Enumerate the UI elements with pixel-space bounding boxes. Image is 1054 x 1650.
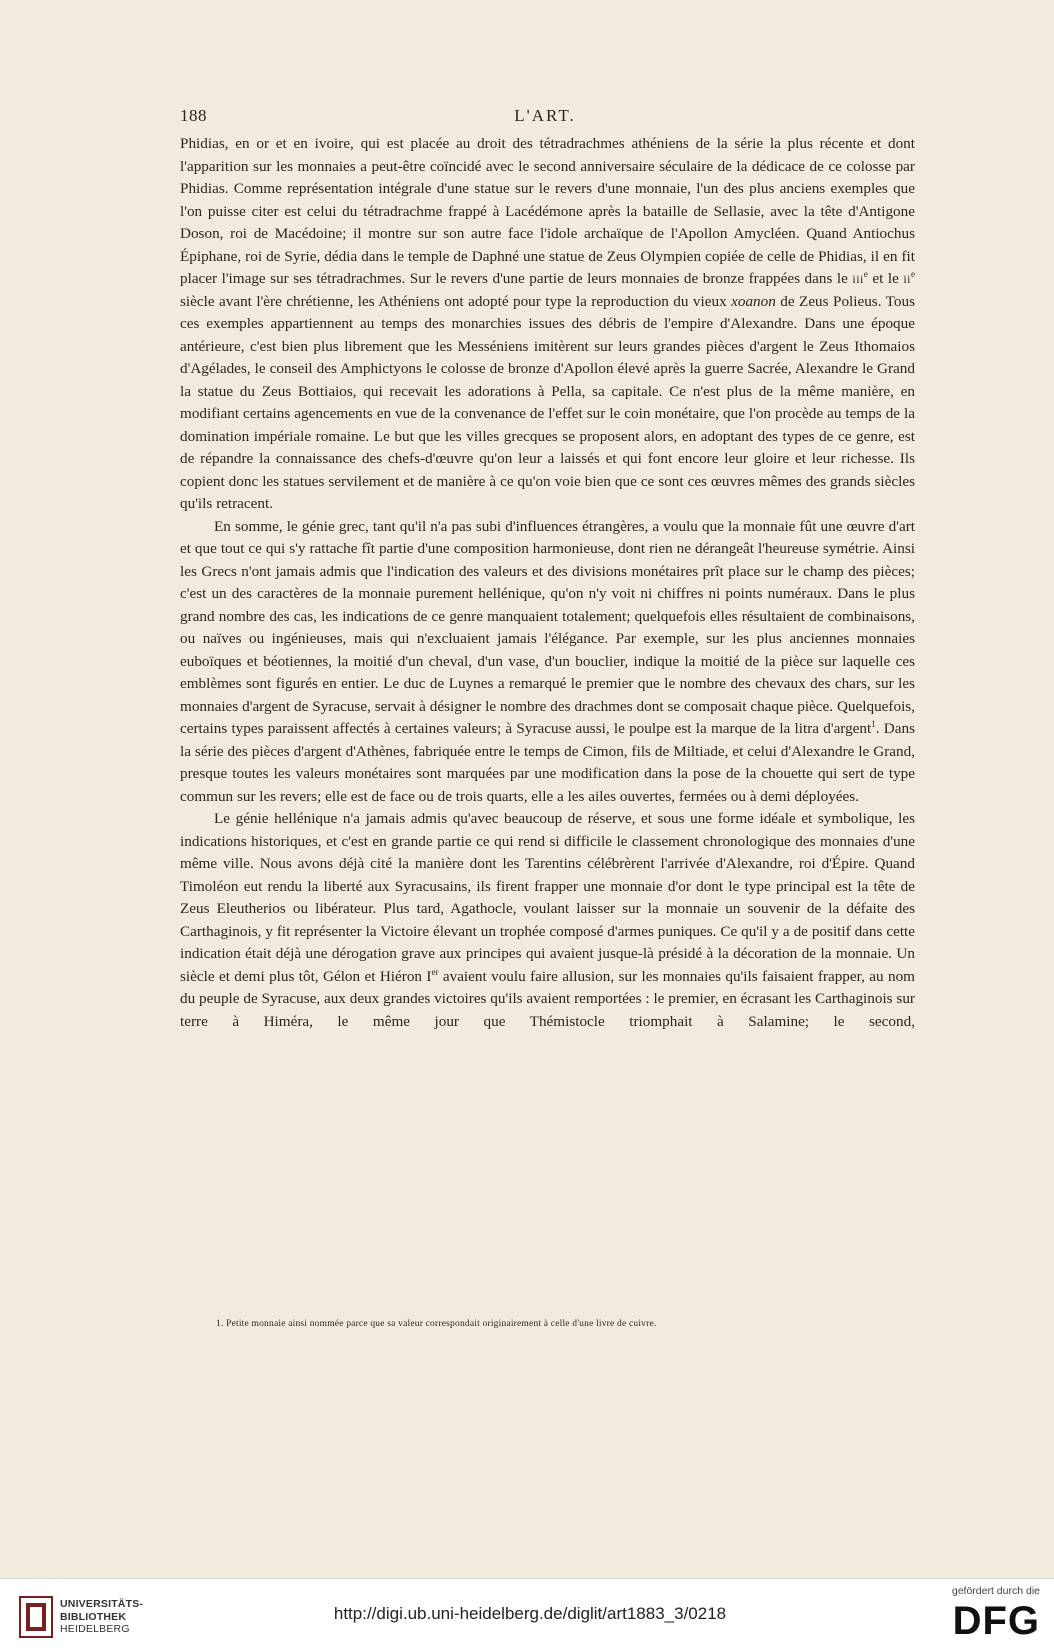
paragraph-1-text-d: de Zeus Polieus. Tous ces exemples appartiennent au temps des monarchies issues des débris de l'empire d'Alexandre. Dans une époque antérieure, c'est bien plus librement que les Messéniens imitèrent sur leurs grandes pièces d'argent le Zeus Ithomaios d'Agélades, le conseil des Amphictyons le colosse de bronze d'Apollon élevé après la guerre Sacrée, Alexandre le Grand la statue du Zeus Bottiaios, qui recevait les adorations à Pella, sa capitale. Ce n'est plus de la même manière, en modifiant certains agencements en vue de la convenance de l'effet sur le coin monétaire, que l'on procède au temps de la domination impériale romaine. Le but que les villes grecques se proposent alors, en adoptant des types de ce genre, est de répandre la connaissance des chefs-d'œuvre qu'on leur a laissés et qui font encore leur gloire et leur richesse. Ils copient donc les statues servilement et de manière à ce qu'on voie bien que ce sont ces œuvres mêmes des grands siècles qu'ils retracent.	[180, 292, 915, 512]
permalink-url[interactable]: http://digi.ub.uni-heidelberg.de/diglit/art1883_3/0218	[333, 1604, 727, 1623]
library-line-1: UNIVERSITÄTS-	[60, 1598, 144, 1610]
library-line-3: HEIDELBERG	[60, 1623, 130, 1635]
library-seal-icon	[18, 1595, 54, 1639]
paragraph-1-text-a: Phidias, en or et en ivoire, qui est placée au droit des tétradrachmes athéniens de la série la plus récente et dont l'apparition sur les monnaies a peut-être coïncidé avec le second anniversaire séculaire de la dédicace de ce colosse par Phidias. Comme représentation intégrale d'une statue sur le revers d'une monnaie, l'un des plus anciens exemples que l'on puisse citer est celui du tétradrachme frappé à Lacédémone après la bataille de Sellasie, avec la tête d'Antigone Doson, roi de Macédoine; il montre sur son autre face l'idole archaïque de l'Apollon Amycléen. Quand Antiochus Épiphane, roi de Syrie, dédia dans le temple de Daphné une statue de Zeus Olympien copiée de celle de Phidias, il en fit placer l'image sur ses tétradrachmes. Sur le revers d'une partie de leurs monnaies de bronze frappées dans le	[180, 135, 915, 287]
paragraph-1-text-b: et le	[867, 270, 904, 287]
dfg-logo: DFG	[952, 1599, 1040, 1643]
paragraph-2-text-b: . Dans la série des pièces d'argent d'Athènes, fabriquée entre le temps de Cimon, fils de Miltiade, et celui d'Alexandre le Grand, presque toutes les valeurs monétaires sont marquées par une modification dans la pose de la chouette qui sert de type commun sur les revers; elle est de face ou de trois quarts, elle a les ailes ouvertes, fermées ou à demi déployées.	[180, 720, 916, 805]
italic-xoanon: xoanon	[731, 292, 776, 310]
footnote: 1. Petite monnaie ainsi nommée parce que sa valeur correspondait originairement à celle d'une livre de cuivre.	[216, 1319, 657, 1329]
viewer-footer	[0, 1578, 1054, 1650]
paragraph-2	[180, 516, 915, 809]
roman-numeral-iii: iii	[852, 272, 864, 286]
library-name	[60, 1598, 143, 1636]
page-header	[180, 106, 910, 130]
library-line-2: BIBLIOTHEK	[60, 1610, 127, 1623]
footnote-ref[interactable]: 1	[871, 718, 876, 729]
superscript-er: er	[431, 966, 439, 977]
paragraph-3-text-b: avaient voulu faire allusion, sur les monnaies qu'ils faisaient frapper, au nom du peuple de Syracuse, aux deux grandes victoires qu'ils avaient remportées : le premier, en écrasant les Carthaginois sur terre à Himéra, le même jour que Thémistocle triomphait à Salamine; le second,	[180, 967, 915, 1030]
paragraph-1	[180, 133, 915, 516]
library-logo[interactable]	[18, 1589, 144, 1641]
funder-note: gefördert durch die	[951, 1585, 1040, 1597]
paragraph-3-text-a: Le génie hellénique n'a jamais admis qu'avec beaucoup de réserve, et sous une forme idéale et symbolique, les indications historiques, et c'est en grande partie ce qui rend si difficile le classement chronologique des monnaies d'une même ville. Nous avons déjà cité la manière dont les Tarentins célébrèrent l'arrivée d'Alexandre, roi d'Épire. Quand Timoléon eut rendu la liberté aux Syracusains, ils firent frapper une monnaie d'or dont le type principal est la tête de Zeus Eleutherios ou libérateur. Plus tard, Agathocle, voulant laisser sur la monnaie un souvenir de la défaite des Carthaginois, y fit représenter la Victoire élevant un trophée composé d'armes puniques. Ce qu'il y a de positif dans cette indication était déjà une dérogation grave aux principes qui avaient jusque-là présidé à la décoration de la monnaie. Un siècle et demi plus tôt, Gélon et Hiéron I	[180, 810, 915, 985]
roman-numeral-ii: ii	[903, 272, 911, 286]
paragraph-1-text-c: siècle avant l'ère chrétienne, les Athéniens ont adopté pour type la reproduction du vieux	[180, 292, 732, 310]
paragraph-3	[180, 808, 915, 1033]
superscript-e: e	[863, 268, 868, 279]
paragraph-2-text-a: En somme, le génie grec, tant qu'il n'a pas subi d'influences étrangères, a voulu que la monnaie fût une œuvre d'art et que tout ce qui s'y rattache fît partie d'une composition harmonieuse, dont rien ne dérangeât l'heureuse symétrie. Ainsi les Grecs n'ont jamais admis que l'indication des valeurs et des divisions monétaires prît place sur le champ des pièces; c'est un des caractères de la monnaie purement hellénique, qu'on n'y voit ni chiffres ni points numéraux. Dans le plus grand nombre des cas, les indications de ce genre manquaient totalement; quelquefois elles résultaient de combinaisons, ou naïves ou ingénieuses, mais qui n'excluaient jamais l'élégance. Par exemple, sur les plus anciennes monnaies euboïques et béotiennes, la moitié d'un cheval, d'un vase, d'un bouclier, indique la moitié de la pièce sur laquelle ces emblèmes sont figurés en entier. Le duc de Luynes a remarqué le premier que le nombre des chevaux des chars, sur les monnaies d'argent de Syracuse, servait à désigner le nombre des drachmes dont se composait chaque pièce. Quelquefois, certains types paraissent affectés à certaines valeurs; à Syracuse aussi, le poulpe est la marque de la litra d'argent	[180, 517, 915, 737]
superscript-e-2: e	[911, 268, 915, 279]
funder-block[interactable]	[920, 1585, 1040, 1643]
article-body	[180, 133, 915, 1033]
running-title: L'ART.	[514, 106, 576, 125]
page-number: 188	[180, 106, 207, 125]
